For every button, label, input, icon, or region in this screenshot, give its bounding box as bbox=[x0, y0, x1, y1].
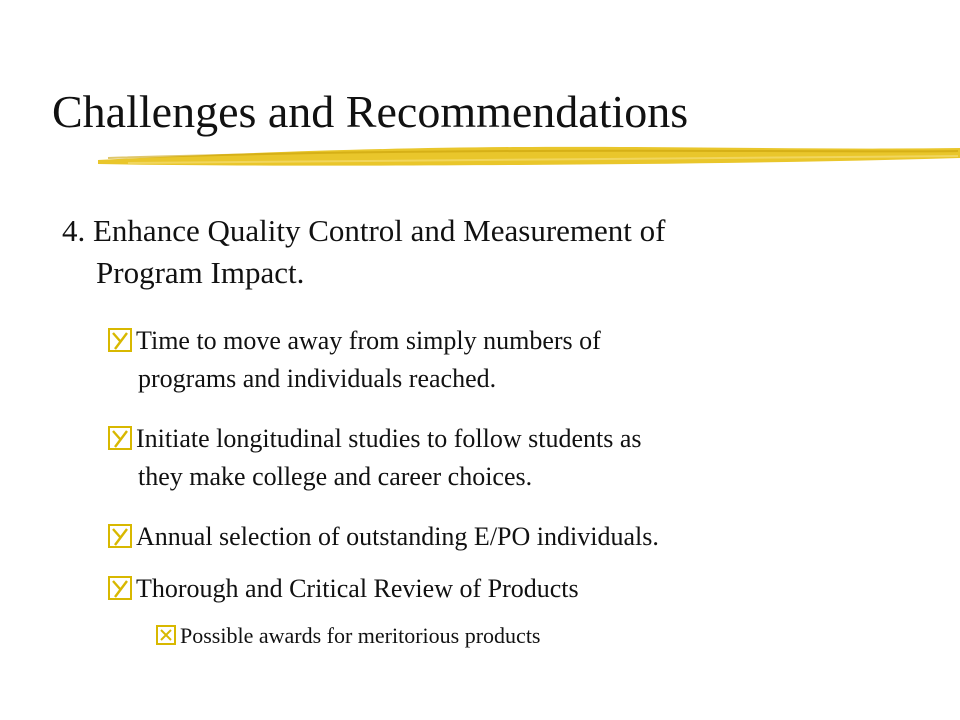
bullet-2-line2: they make college and career choices. bbox=[138, 462, 533, 491]
main-point-text-line2: Program Impact. bbox=[96, 255, 305, 290]
bullet-2-line1: Initiate longitudinal studies to follow students as bbox=[136, 424, 642, 453]
bullet-item-4 bbox=[108, 570, 579, 608]
main-point-text-line1: Enhance Quality Control and Measurement of bbox=[93, 213, 666, 248]
x-checkbox-icon bbox=[156, 625, 176, 645]
bullet-1-line1: Time to move away from simply numbers of bbox=[136, 326, 601, 355]
sub-bullet-item-1 bbox=[156, 618, 541, 654]
main-point-4 bbox=[62, 210, 922, 294]
sub-bullet-1-line1: Possible awards for meritorious products bbox=[180, 623, 541, 648]
y-checkbox-icon bbox=[108, 328, 132, 352]
bullet-3-line1: Annual selection of outstanding E/PO individuals. bbox=[136, 522, 659, 551]
bullet-item-1 bbox=[108, 322, 601, 398]
main-point-number: 4. bbox=[62, 213, 86, 248]
y-checkbox-icon bbox=[108, 576, 132, 600]
y-checkbox-icon bbox=[108, 426, 132, 450]
slide-title: Challenges and Recommendations bbox=[52, 86, 689, 137]
y-checkbox-icon bbox=[108, 524, 132, 548]
bullet-1-line2: programs and individuals reached. bbox=[138, 364, 497, 393]
title-underline-brushstroke bbox=[98, 138, 960, 174]
bullet-item-3 bbox=[108, 518, 659, 556]
bullet-item-2 bbox=[108, 420, 642, 496]
bullet-4-line1: Thorough and Critical Review of Products bbox=[136, 574, 579, 603]
